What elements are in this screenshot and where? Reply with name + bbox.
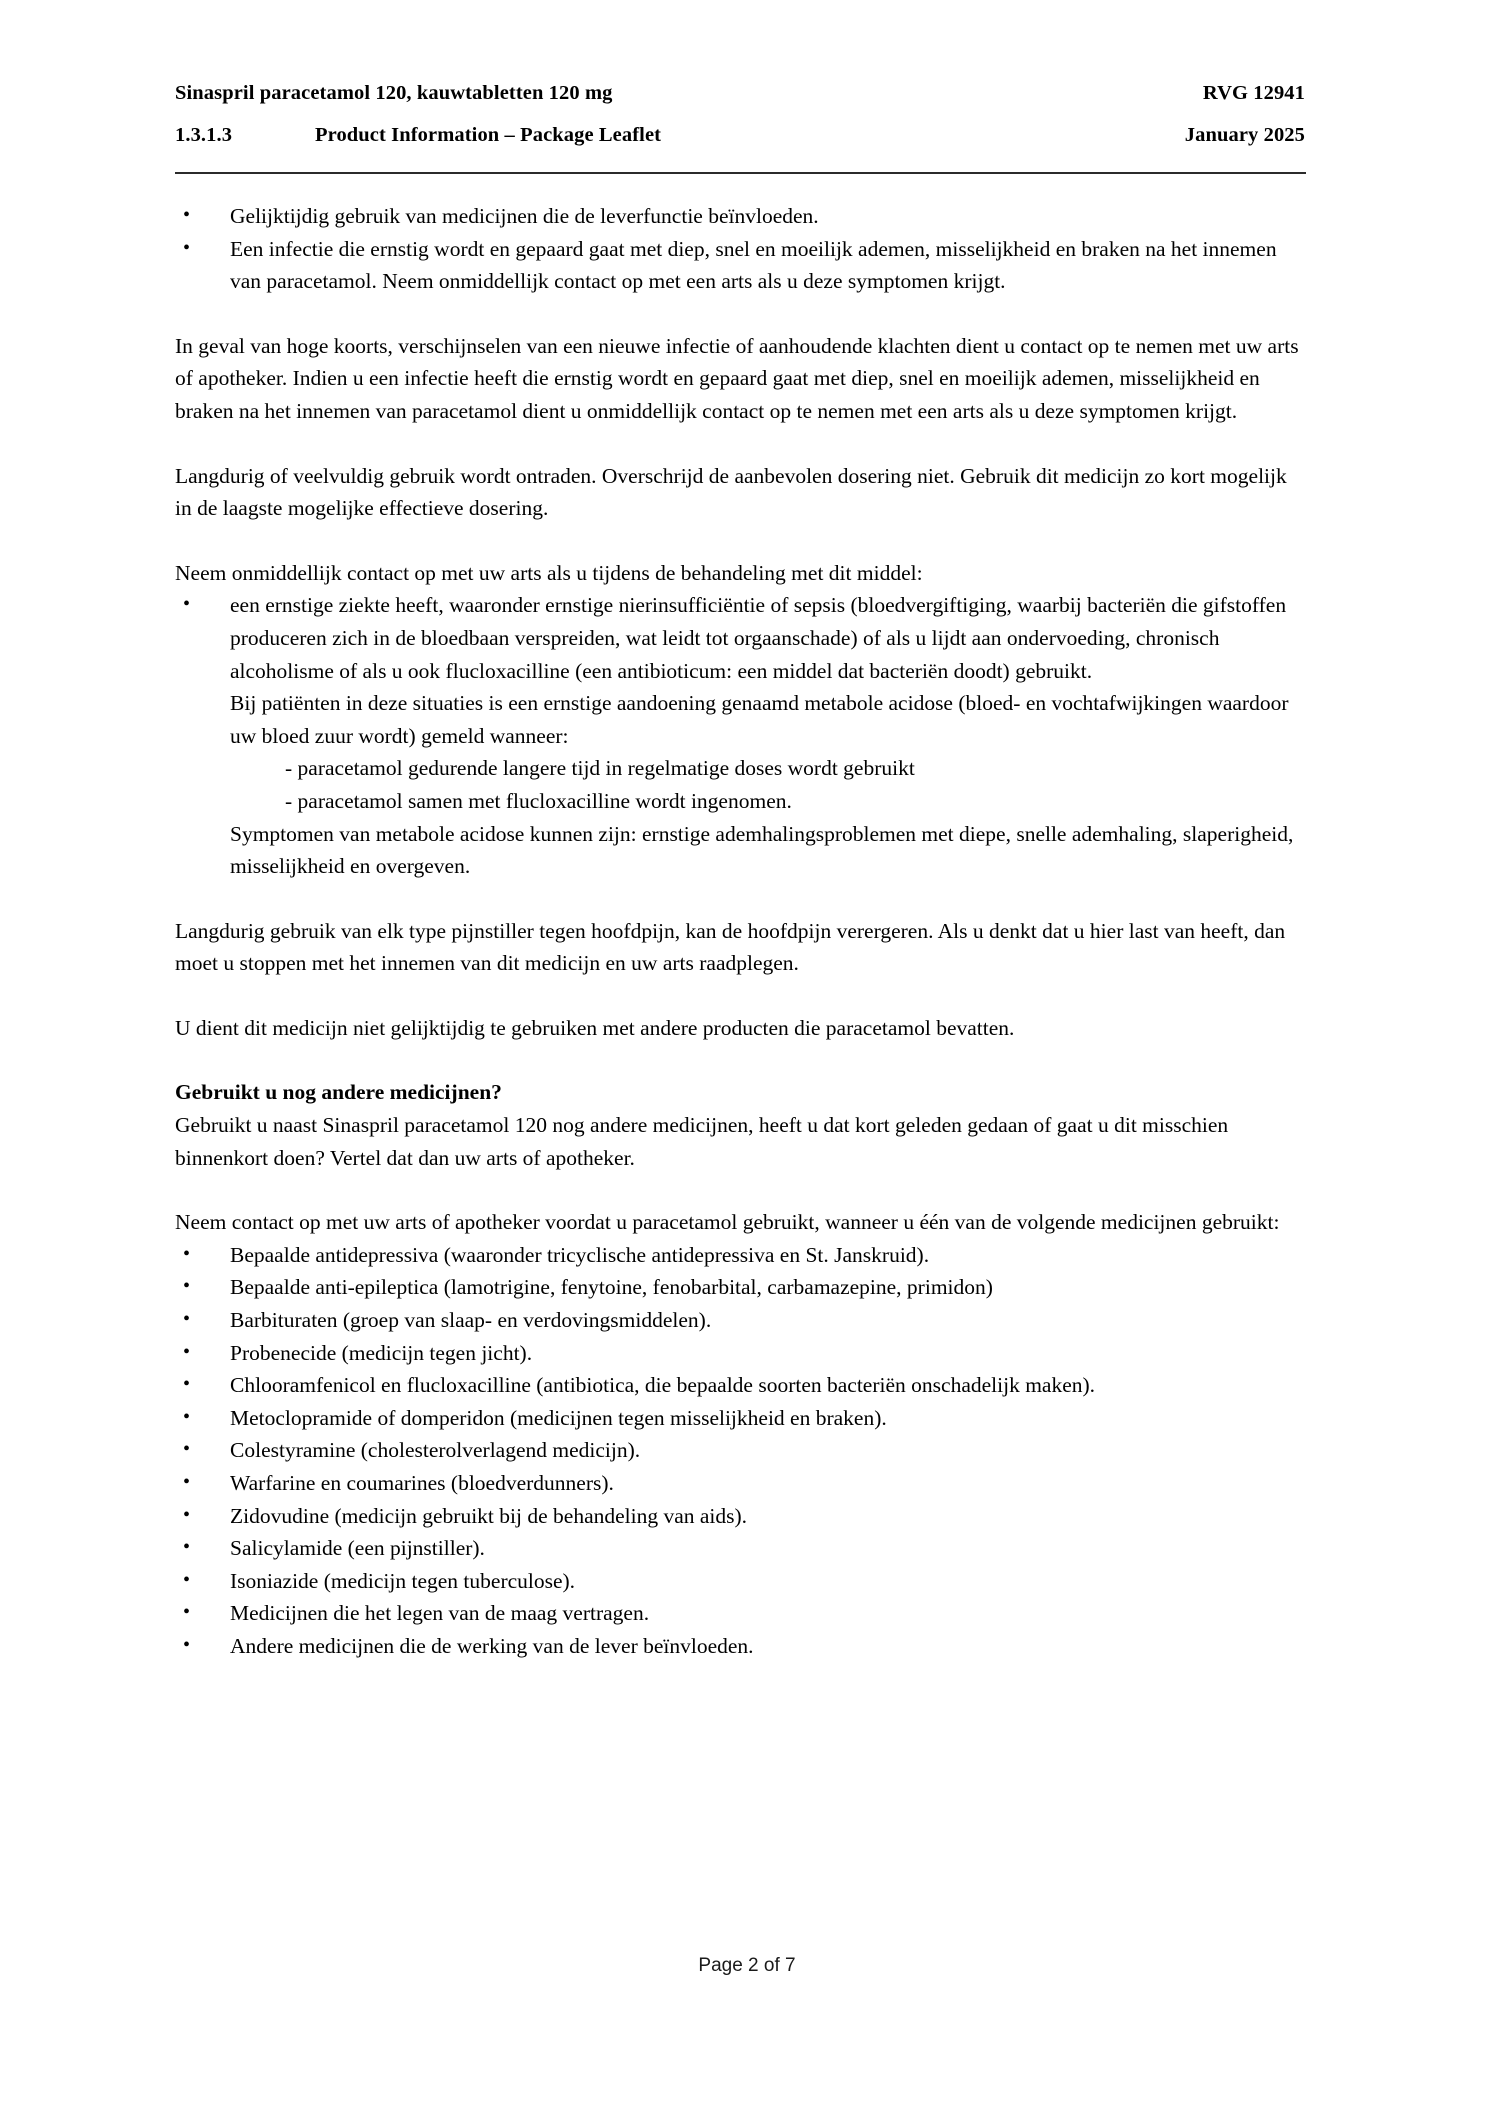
list-item: • Gelijktijdig gebruik van medicijnen die de leverfunctie beïnvloeden. [175,200,1306,233]
paragraph-high-fever: In geval van hoge koorts, verschijnselen van een nieuwe infectie of aanhoudende klachten dient u contact op te nemen met uw arts of apotheker. Indien u een infectie heeft die ernstig wordt en gepaard gaat met diep, snel en moeilijk ademen, misselijkheid en braken na het innemen van paracetamol dient u onmiddellijk contact op te nemen met een arts als u deze symptomen krijgt. [175,333,1299,423]
acidosis-intro-text: Bij patiënten in deze situaties is een ernstige aandoening genaamd metabole acidose (bloed- en vochtafwijkingen waardoor uw bloed zuur wordt) gemeld wanneer: [230,691,1289,748]
list-item: • Metoclopramide of domperidon (medicijnen tegen misselijkheid en braken). [175,1402,1306,1435]
list-item: • Colestyramine (cholesterolverlagend medicijn). [175,1434,1306,1467]
paragraph-contact-before-use: Neem contact op met uw arts of apotheker voordat u paracetamol gebruikt, wanneer u één van de volgende medicijnen gebruikt: [175,1210,1280,1235]
list-item: • Barbituraten (groep van slaap- en verdovingsmiddelen). [175,1304,1306,1337]
serious-illness-bullet-list [175,589,1306,687]
top-warning-bullet-list [175,200,1306,298]
acidosis-block [175,687,1306,883]
list-item [175,589,1306,687]
page-header [175,78,1305,150]
list-item: • Bepaalde anti-epileptica (lamotrigine, fenytoine, fenobarbital, carbamazepine, primidon) [175,1271,1306,1304]
list-item: • Warfarine en coumarines (bloedverdunners). [175,1467,1306,1500]
list-item: • Salicylamide (een pijnstiller). [175,1532,1306,1565]
list-item: • Medicijnen die het legen van de maag vertragen. [175,1597,1306,1630]
list-item: • Zidovudine (medicijn gebruikt bij de behandeling van aids). [175,1500,1306,1533]
paragraph-other-medicines: Gebruikt u naast Sinaspril paracetamol 120 nog andere medicijnen, heeft u dat kort geleden gedaan of gaat u dit misschien binnenkort doen? Vertel dat dan uw arts of apotheker. [175,1113,1229,1170]
medicine-interaction-bullet-list [175,1239,1306,1663]
paragraph-other-paracetamol-products: U dient dit medicijn niet gelijktijdig te gebruiken met andere producten die paracetamol bevatten. [175,1015,1015,1040]
list-item: • Chlooramfenicol en flucloxacilline (antibiotica, die bepaalde soorten bacteriën onschadelijk maken). [175,1369,1306,1402]
page-number-label: Page 2 of 7 [698,1955,796,1976]
paragraph-prolonged-use: Langdurig of veelvuldig gebruik wordt ontraden. Overschrijd de aanbevolen dosering niet. Gebruik dit medicijn zo kort mogelijk in de laagste mogelijke effectieve dosering. [175,463,1287,521]
list-item: • Isoniazide (medicijn tegen tuberculose). [175,1565,1306,1598]
page-footer [0,1955,1494,1977]
paragraph-contact-doctor-intro: Neem onmiddellijk contact op met uw arts als u tijdens de behandeling met dit middel: [175,560,923,585]
header-left-group [175,120,661,150]
acidosis-condition-2: - paracetamol samen met flucloxacilline wordt ingenomen. [285,788,792,813]
acidosis-condition-1: - paracetamol gedurende langere tijd in regelmatige doses wordt gebruikt [285,756,915,781]
serious-illness-text: een ernstige ziekte heeft, waaronder ernstige nierinsufficiëntie of sepsis (bloedvergiftiging, waarbij bacteriën die gifstoffen produceren zich in de bloedbaan verspreiden, wat leidt tot orgaanschade) of als u lijdt aan ondervoeding, chronisch alcoholisme of als u ook flucloxacilline (een antibioticum: een middel dat bacteriën doodt) gebruikt. [230,593,1287,683]
list-item: • Bepaalde antidepressiva (waaronder tricyclische antidepressiva en St. Janskruid). [175,1239,1306,1272]
list-item: • Een infectie die ernstig wordt en gepaard gaat met diep, snel en moeilijk ademen, misselijkheid en braken na het innemen van paracetamol. Neem onmiddellijk contact op met een arts als u deze symptomen krijgt. [175,233,1306,298]
header-registration-number: RVG 12941 [1202,82,1305,104]
header-divider-rule [175,172,1306,174]
page-content [175,200,1306,1663]
heading-other-medicines: Gebruikt u nog andere medicijnen? [175,1080,502,1105]
header-product-title: Sinaspril paracetamol 120, kauwtabletten 120 mg [175,82,613,104]
header-document-title: Product Information – Package Leaflet [315,124,662,146]
header-row-product [175,78,1305,108]
header-section-number: 1.3.1.3 [175,124,233,146]
list-item: • Probenecide (medicijn tegen jicht). [175,1337,1306,1370]
list-item: • Andere medicijnen die de werking van de lever beïnvloeden. [175,1630,1306,1663]
acidosis-symptoms-text: Symptomen van metabole acidose kunnen zijn: ernstige ademhalingsproblemen met diepe, snelle ademhaling, slaperigheid, misselijkheid en overgeven. [230,821,1294,879]
header-row-section [175,120,1305,150]
header-date: January 2025 [1184,124,1305,146]
paragraph-headache: Langdurig gebruik van elk type pijnstiller tegen hoofdpijn, kan de hoofdpijn verergeren. Als u denkt dat u hier last van heeft, dan moet u stoppen met het innemen van dit medicijn en uw arts raadplegen. [175,918,1286,976]
